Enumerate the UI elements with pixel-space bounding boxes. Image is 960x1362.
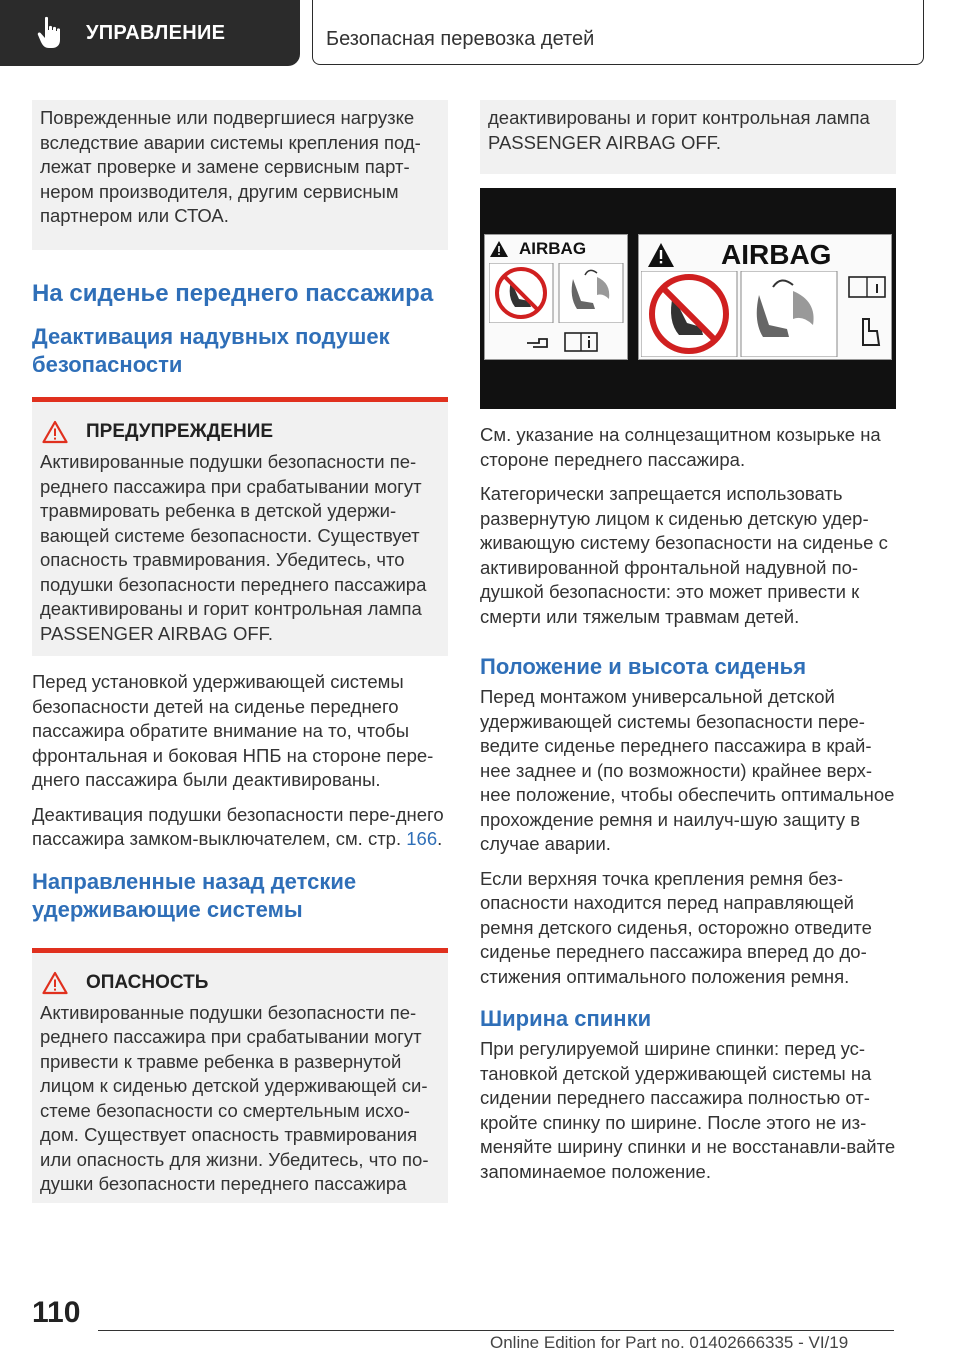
left-column (32, 100, 448, 1203)
airbag-sticker-image (480, 188, 896, 409)
paragraph-text: Деактивация подушки безопасности пере-днего пассажира замком-выключателем, см. стр. (32, 803, 444, 849)
warning-triangle-icon (489, 240, 509, 258)
sticker-large-title: AIRBAG (721, 239, 832, 270)
paragraph: Категорически запрещается использовать развернутую лицом к сиденью детскую удер-живающую систему безопасности на сиденье с активированной фронтальной надувной по-душкой безопасности: это может привести к смерти или тяжелым травмам детей. (480, 483, 888, 627)
section-title-front-seat: На сиденье переднего пассажира (32, 280, 434, 307)
see-manual-icon (525, 331, 605, 353)
airbag-sticker-large (638, 234, 892, 360)
section-label: УПРАВЛЕНИЕ (86, 21, 226, 44)
edition-text: Online Edition for Part no. 01402666335 - VI/19 (490, 1333, 849, 1352)
hand-pointer-icon (36, 16, 64, 50)
danger-label: ОПАСНОСТЬ (86, 971, 209, 993)
warning-box (32, 397, 448, 656)
warning-label: ПРЕДУПРЕЖДЕНИЕ (86, 421, 274, 442)
airbag-sticker-small (484, 234, 628, 360)
sticker-small-title: AIRBAG (519, 239, 587, 258)
danger-box (32, 948, 448, 1203)
subsection-title-seat-position: Положение и высота сиденья (480, 654, 807, 679)
page-number: 110 (32, 1296, 81, 1329)
paragraph: Перед установкой удерживающей системы безопасности детей на сиденье переднего пассажира обратите внимание на то, чтобы фронтальная и боковая НПБ на стороне пере-днего пассажира были деактивированы. (32, 671, 434, 790)
footer-divider (98, 1330, 894, 1331)
warning-triangle-icon (42, 971, 68, 995)
danger-text: Активированные подушки безопасности пе-реднего пассажира при срабатывании могут привести к травме ребенка в развернутой лицом к сиденью детской удерживающей си-стеме безопасности со смертельным исхо-дом. Существует опасность травмирования или опасность для жизни. Убедитесь, что по-душки безопасности переднего пассажира (40, 1001, 429, 1194)
no-rear-facing-seat-large-icon (641, 271, 891, 357)
subsection-title-deactivation: Деактивация надувных подушек безопасности (32, 324, 390, 377)
paragraph-text: . (437, 828, 443, 849)
chapter-title: Безопасная перевозка детей (326, 28, 595, 50)
continued-warning-box (480, 100, 896, 174)
no-rear-facing-seat-icon (489, 263, 625, 323)
continued-note-text: Поврежденные или подвергшиеся нагрузке вследствие аварии системы крепления под-лежат проверке и замене сервисным парт-нером производителя, другим сервисным партнером или СТОА. (40, 107, 421, 226)
paragraph: См. указание на солнцезащитном козырьке на стороне переднего пассажира. (480, 424, 881, 470)
paragraph-with-link (32, 803, 448, 852)
warning-triangle-icon (647, 242, 675, 268)
section-tab (0, 0, 300, 66)
continued-warning-text: деактивированы и горит контрольная лампа PASSENGER AIRBAG OFF. (488, 107, 870, 153)
page-link-166[interactable]: 166 (406, 828, 438, 849)
subsection-title-rear-facing: Направленные назад детские удерживающие системы (32, 868, 357, 922)
continued-note-box (32, 100, 448, 250)
warning-text: Активированные подушки безопасности пе-реднего пассажира при срабатывании могут травмировать ребенка в детской удержи-вающей системе безопасности. Существует опасность травмирования. Убедитесь, что подушки безопасности переднего пассажира деактивированы и горит контрольная лампа PASSENGER AIRBAG OFF. (40, 451, 427, 644)
warning-triangle-icon (42, 420, 68, 444)
paragraph: Перед монтажом универсальной детской удерживающей системы безопасности пере-ведите сиденье переднего пассажира в край-нее заднее и (по возможности) крайнее верх-нее положение, чтобы обеспечить оптимальное прохождение ремня и наилуч-шую защиту в случае аварии. (480, 686, 895, 854)
subsection-title-backrest-width: Ширина спинки (480, 1006, 652, 1031)
paragraph: При регулируемой ширине спинки: перед ус-тановкой детской удерживающей системы на сидении переднего пассажира полностью от-кройте спинку по ширине. После этого не из-меняйте ширину спинки и не восстанавли-вайте запоминаемое положение. (480, 1038, 896, 1182)
paragraph: Если верхняя точка крепления ремня без-опасности находится перед направляющей ремня детского сиденья, осторожно отведите сиденье переднего пассажира вперед до до-стижения оптимального положения ремня. (480, 867, 872, 987)
right-column (480, 100, 896, 1194)
